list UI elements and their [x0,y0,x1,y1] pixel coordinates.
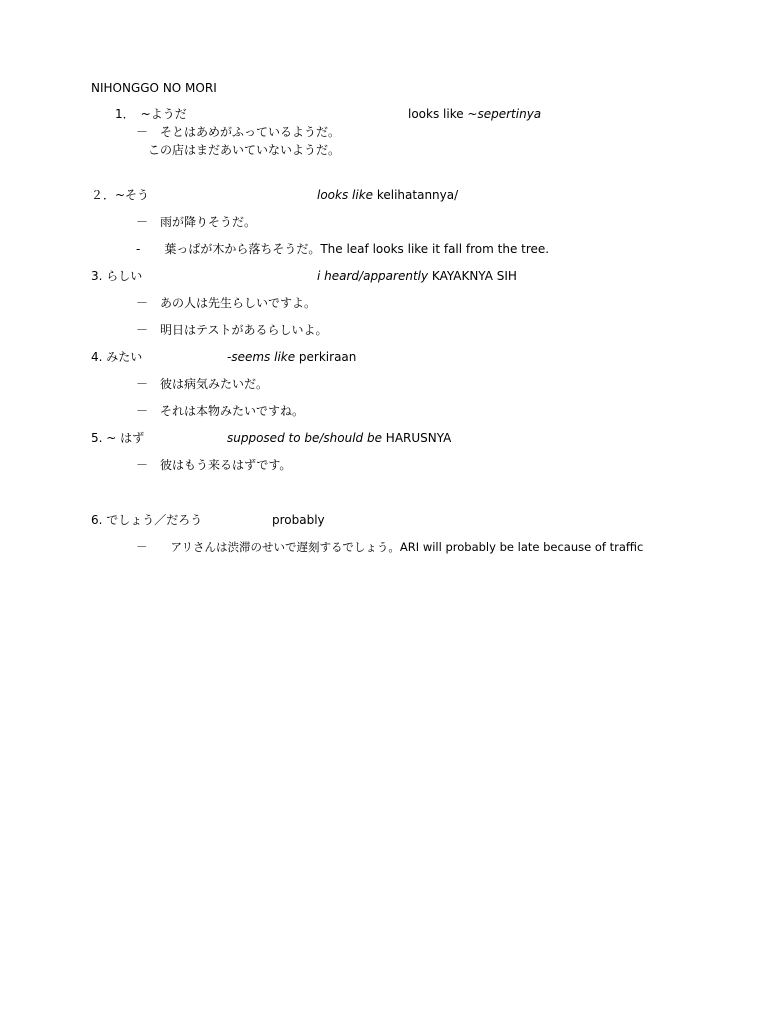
item-4-gloss-b: -seems like [227,350,296,364]
item-6-gloss-a: probably [272,513,325,527]
item-3-label: 3. らしい [91,269,143,283]
item-1-gloss-b: ~sepertinya [467,107,542,121]
item-3-gloss [317,268,517,284]
item-2-label: ２．~そう [91,188,150,202]
item-5-gloss-b: supposed to be/should be [227,431,382,445]
item-2-gloss-b: looks like [317,188,374,202]
item-1-label: 1． ~ようだ [115,107,187,121]
item-5-gloss-c: HARUSNYA [381,431,452,445]
item-6-label: 6. でしょう／だろう [91,513,203,527]
item-1-example-2: この店はまだあいていないようだ。 [136,143,341,157]
item-5-example-1: － 彼はもう来るはずです。 [136,458,292,472]
item-1-gloss [408,106,541,122]
item-2-example-1: － 雨が降りそうだ。 [136,215,257,229]
item-6-gloss [272,512,325,528]
item-4-example-1: － 彼は病気みたいだ。 [136,377,269,391]
item-2-gloss-c: kelihatannya/ [373,188,459,202]
document-title: NIHONGGO NO MORI [91,81,217,95]
item-5-gloss [227,430,451,446]
item-2-example-2: - 葉っぱが木から落ちそうだ。The leaf looks like it fall from the tree. [136,242,550,256]
item-6-example-1: － アリさんは渋滞のせいで遅刻するでしょう。ARI will probably be late because of traffic [136,540,644,554]
item-3-example-1: － あの人は先生らしいですよ。 [136,296,317,310]
item-4-label: 4. みたい [91,350,143,364]
item-1-example-1: － そとはあめがふっているようだ。 [136,125,341,139]
item-4-gloss-c: perkiraan [295,350,357,364]
item-3-gloss-b: i heard/apparently [317,269,429,283]
item-2-gloss [317,187,458,203]
item-4-example-2: － それは本物みたいですね。 [136,404,305,418]
item-1-gloss-a: looks like [408,107,468,121]
item-4-gloss [227,349,356,365]
item-5-label: 5. ~ はず [91,431,145,445]
item-3-gloss-c: KAYAKNYA SIH [428,269,517,283]
item-3-example-2: － 明日はテストがあるらしいよ。 [136,323,328,337]
